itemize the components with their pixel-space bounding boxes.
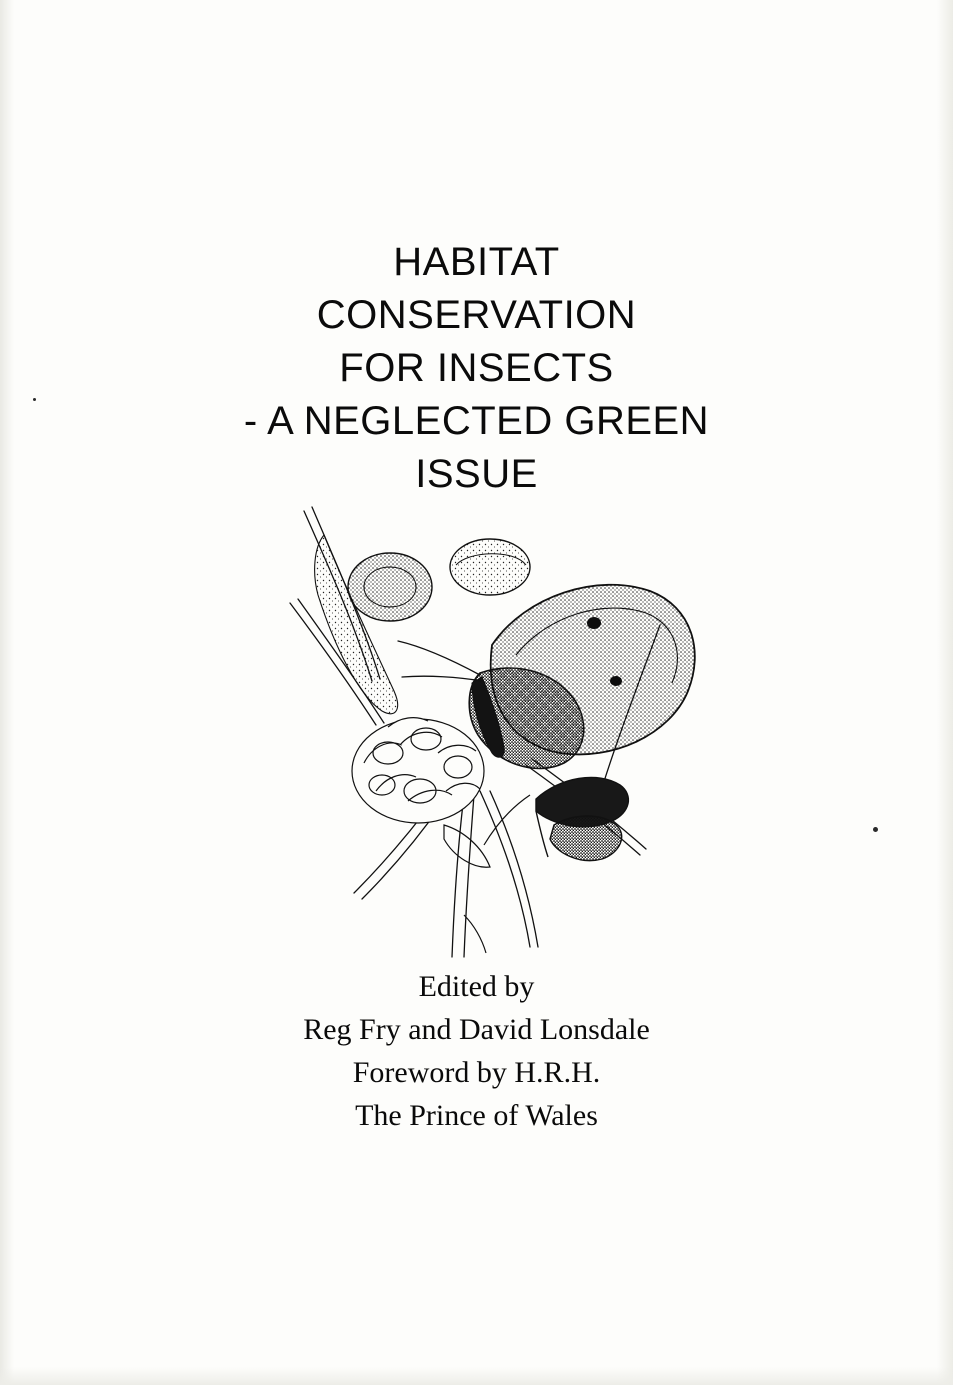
scan-edge-right: [937, 0, 953, 1385]
title-line-1: HABITAT: [393, 240, 560, 284]
credit-line-editors: Reg Fry and David Lonsdale: [303, 1013, 650, 1046]
credit-line-foreword-author: The Prince of Wales: [355, 1099, 598, 1132]
title-line-4: - A NEGLECTED GREEN: [243, 399, 710, 443]
scan-speck: [873, 827, 878, 832]
scan-edge-left: [0, 0, 14, 1385]
credit-line-edited-by: Edited by: [418, 970, 535, 1003]
scan-edge-bottom: [0, 1367, 953, 1385]
book-title: [0, 236, 953, 501]
title-line-3: FOR INSECTS: [339, 346, 614, 390]
credit-line-foreword: Foreword by H.R.H.: [352, 1056, 601, 1089]
title-line-5: ISSUE: [415, 452, 538, 496]
title-line-2: CONSERVATION: [316, 293, 637, 337]
butterflies-on-clover-illustration: [268, 495, 708, 965]
book-credits: [0, 965, 953, 1137]
scan-speck: [33, 398, 36, 401]
